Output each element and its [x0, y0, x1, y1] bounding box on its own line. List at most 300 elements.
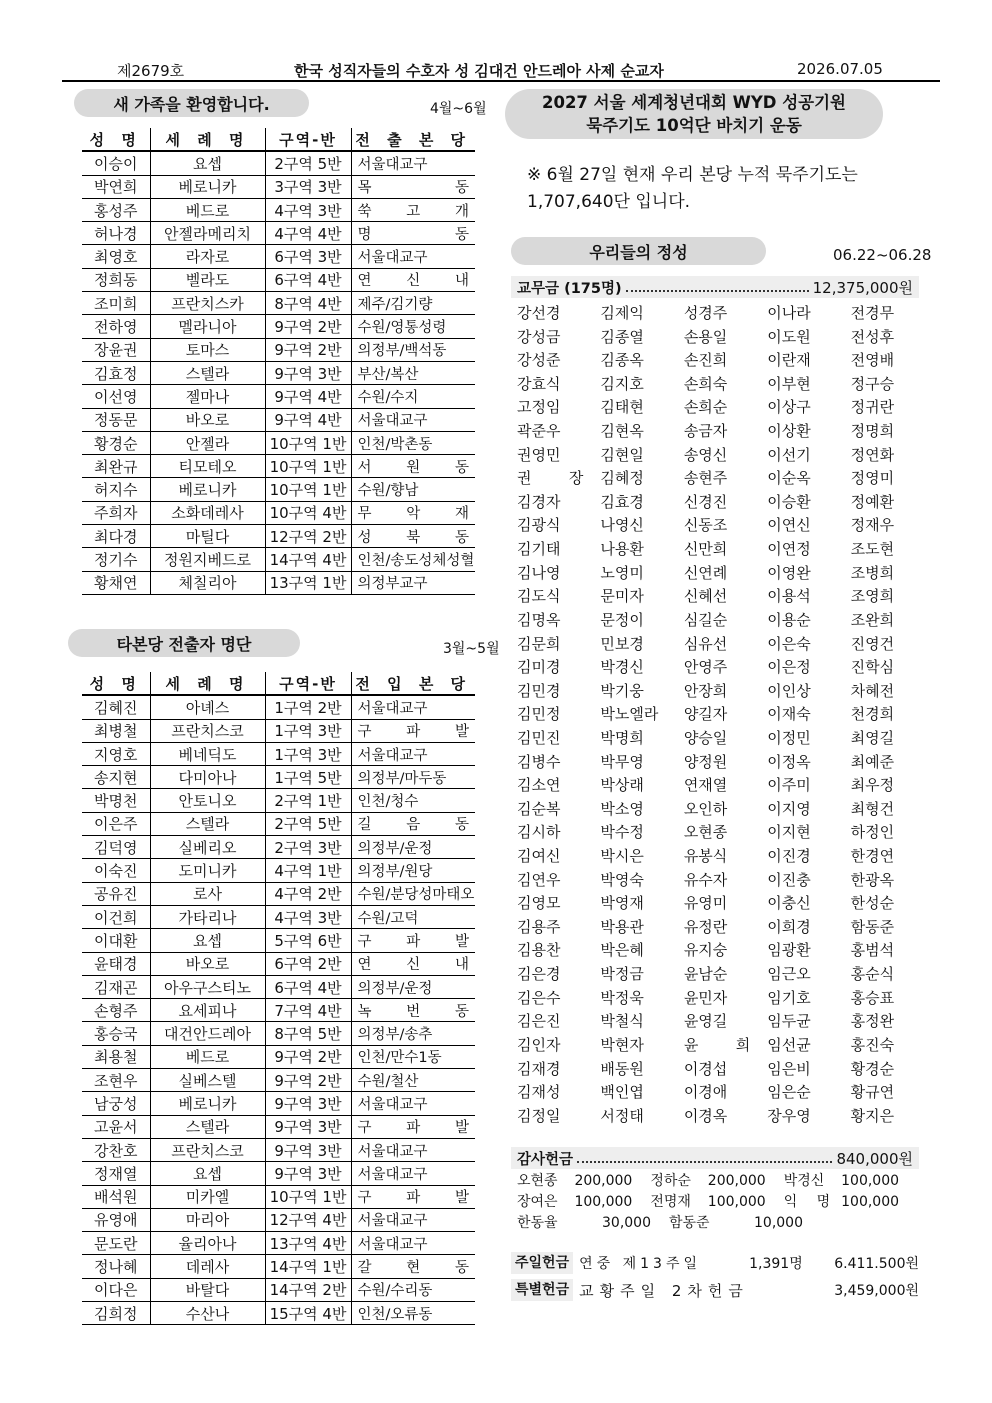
- baptismal-name-cell: 프란치스코: [150, 1138, 265, 1161]
- table-row: [82, 571, 475, 594]
- donor-row: [517, 633, 917, 657]
- donor-name: 김문희: [517, 634, 561, 653]
- donor-name: 김지호: [600, 374, 644, 393]
- column-header: 성 명: [82, 128, 150, 151]
- donor-row: [517, 774, 917, 798]
- donor-name: 이지영: [767, 799, 811, 818]
- donor-name: 노영미: [600, 563, 644, 582]
- parish-cell: 서울대교구: [351, 742, 475, 765]
- baptismal-name-cell: 안젤라메리치: [150, 222, 265, 245]
- teaching-fee-amount: 12,375,000원: [812, 278, 913, 297]
- donor-row: [517, 514, 917, 538]
- donor-name: 박영숙: [600, 870, 644, 889]
- baptismal-name-cell: 바탈다: [150, 1278, 265, 1301]
- district-cell: 13구역 1반: [265, 571, 351, 594]
- donor-row: [517, 1010, 917, 1034]
- name-cell: 송지현: [82, 766, 150, 789]
- district-cell: 1구역 3반: [265, 719, 351, 742]
- sunday-offering-amount: 6.411.500원: [834, 1256, 919, 1272]
- column-header: 전 입 본 당: [351, 672, 475, 695]
- donor-name: 양승일: [683, 728, 728, 747]
- thanks-offering-label: 감사헌금: [517, 1151, 574, 1168]
- donor-name: 오인하: [683, 799, 728, 818]
- offerings-title: 우리들의 정성: [511, 237, 766, 265]
- table-row: [82, 222, 475, 245]
- donor-row: [517, 963, 917, 987]
- table-row: [82, 1069, 475, 1092]
- table-header-row: [82, 672, 475, 695]
- leader-dots: [577, 1161, 832, 1163]
- parish-cell: 구 파 발: [351, 719, 475, 742]
- donor-name: 유정란: [683, 917, 728, 936]
- gift-amount: 200,000: [707, 1173, 766, 1189]
- parish-cell: 제주/김기량: [351, 292, 475, 315]
- donor-name: 정귀란: [850, 398, 895, 417]
- gift-donor-name: 익 명: [783, 1194, 831, 1210]
- district-cell: 4구역 2반: [265, 882, 351, 905]
- name-cell: 최다경: [82, 525, 150, 548]
- donor-name: 이진충: [767, 870, 811, 889]
- name-cell: 정나혜: [82, 1255, 150, 1278]
- parish-cell: 수원/향남: [351, 478, 475, 501]
- donor-name: 이용순: [767, 610, 811, 629]
- parish-cell: 수원/수리동: [351, 1278, 475, 1301]
- gift-row: [517, 1171, 917, 1192]
- donor-name: 이영완: [767, 563, 811, 582]
- donor-name: 연재열: [683, 776, 728, 795]
- district-cell: 6구역 2반: [265, 952, 351, 975]
- table-row: [82, 525, 475, 548]
- donor-name: 김순복: [517, 799, 561, 818]
- baptismal-name-cell: 율리아나: [150, 1232, 265, 1255]
- gift-donor-name: 전명재: [650, 1194, 691, 1210]
- district-cell: 14구역 1반: [265, 1255, 351, 1278]
- district-cell: 9구역 3반: [265, 1162, 351, 1185]
- parish-cell: 인천/청수: [351, 789, 475, 812]
- parish-cell: 의정부/백석동: [351, 338, 475, 361]
- donor-name: 김소연: [517, 776, 561, 795]
- table-row: [82, 292, 475, 315]
- name-cell: 조현우: [82, 1069, 150, 1092]
- district-cell: 3구역 3반: [265, 175, 351, 198]
- donor-name: 박무영: [600, 752, 644, 771]
- district-cell: 12구역 4반: [265, 1208, 351, 1231]
- donor-name: 전경무: [850, 304, 895, 322]
- district-cell: 9구역 2반: [265, 338, 351, 361]
- table-row: [82, 952, 475, 975]
- donor-name: 백인엽: [600, 1083, 644, 1102]
- transfer-out-title: 타본당 전출자 명단: [68, 629, 300, 657]
- thanks-offering-amount: 840,000원: [836, 1149, 913, 1168]
- donor-name: 이경섭: [683, 1059, 728, 1078]
- gift-amount: 200,000: [574, 1173, 633, 1189]
- parish-cell: 갈 현 동: [351, 1255, 475, 1278]
- donor-name: 손진희: [683, 351, 728, 370]
- issue-date: 2026.07.05: [797, 60, 883, 78]
- baptismal-name-cell: 도미니카: [150, 859, 265, 882]
- table-row: [82, 1302, 475, 1325]
- district-cell: 8구역 5반: [265, 1022, 351, 1045]
- donor-name: 윤남순: [683, 965, 728, 984]
- donor-name: 안영주: [683, 658, 728, 677]
- sunday-offering-text: 연중 제13주일: [579, 1256, 701, 1272]
- gift-donor-name: 정하순: [650, 1173, 691, 1189]
- special-offering-text: 교황주일 2차헌금: [579, 1281, 749, 1300]
- donor-name: 임선균: [767, 1035, 811, 1054]
- donor-name: 진학심: [850, 658, 895, 677]
- bulletin-title: 한국 성직자들의 수호자 성 김대건 안드레아 사제 순교자: [294, 62, 664, 80]
- donor-name: 이진경: [767, 847, 811, 866]
- baptismal-name-cell: 미카엘: [150, 1185, 265, 1208]
- donor-name: 조도현: [850, 540, 895, 559]
- donor-row: [517, 798, 917, 822]
- name-cell: 정동문: [82, 408, 150, 431]
- baptismal-name-cell: 대건안드레아: [150, 1022, 265, 1045]
- name-cell: 정재열: [82, 1162, 150, 1185]
- parish-cell: 부산/복산: [351, 361, 475, 384]
- donor-name: 김도식: [517, 587, 561, 606]
- special-offering-amount: 3,459,000원: [834, 1283, 919, 1299]
- donor-name: 박소영: [600, 799, 644, 818]
- gift-row: [517, 1213, 917, 1234]
- donor-name: 유지숭: [683, 941, 728, 960]
- parish-cell: 수원/철산: [351, 1069, 475, 1092]
- donor-name: 정영미: [850, 469, 895, 488]
- parish-cell: 목 동: [351, 175, 475, 198]
- district-cell: 10구역 1반: [265, 455, 351, 478]
- baptismal-name-cell: 프란치스코: [150, 719, 265, 742]
- donor-row: [517, 1058, 917, 1082]
- donor-name: 홍승표: [850, 988, 895, 1007]
- donor-name: 송영신: [683, 445, 728, 464]
- donor-name: 홍범석: [850, 941, 895, 960]
- baptismal-name-cell: 수산나: [150, 1302, 265, 1325]
- donor-name: 이용석: [767, 587, 811, 606]
- baptismal-name-cell: 라자로: [150, 245, 265, 268]
- table-row: [82, 1045, 475, 1068]
- parish-cell: 의정부/마두동: [351, 766, 475, 789]
- name-cell: 황채연: [82, 571, 150, 594]
- table-row: [82, 1162, 475, 1185]
- donor-row: [517, 916, 917, 940]
- baptismal-name-cell: 바오로: [150, 952, 265, 975]
- donor-name: 김종열: [600, 327, 644, 346]
- donor-name: 이지현: [767, 823, 811, 842]
- donor-name: 최우정: [850, 776, 895, 795]
- donor-name: 강성준: [517, 351, 561, 370]
- donor-name: 임기호: [767, 988, 811, 1007]
- parish-cell: 서울대교구: [351, 1092, 475, 1115]
- baptismal-name-cell: 벨라도: [150, 268, 265, 291]
- donor-name: 이나라: [767, 304, 811, 322]
- district-cell: 9구역 2반: [265, 315, 351, 338]
- district-cell: 9구역 4반: [265, 385, 351, 408]
- donor-name: 권 장: [517, 469, 584, 488]
- wyd-banner-line2: 묵주기도 10억단 바치기 운동: [586, 116, 802, 135]
- wyd-banner: [505, 89, 883, 139]
- donor-row: [517, 444, 917, 468]
- parish-cell: 의정부/원당: [351, 859, 475, 882]
- donor-list: [517, 302, 917, 1128]
- district-cell: 10구역 1반: [265, 478, 351, 501]
- donor-name: 진영건: [850, 634, 895, 653]
- baptismal-name-cell: 베로니카: [150, 478, 265, 501]
- donor-name: 김여신: [517, 847, 561, 866]
- table-row: [82, 501, 475, 524]
- teaching-fee-label: 교무금 (175명): [517, 280, 622, 297]
- donor-name: 박철식: [600, 1012, 644, 1031]
- donor-name: 장우영: [767, 1106, 811, 1125]
- table-row: [82, 268, 475, 291]
- name-cell: 최용철: [82, 1045, 150, 1068]
- donor-row: [517, 751, 917, 775]
- district-cell: 6구역 4반: [265, 268, 351, 291]
- donor-name: 홍정완: [850, 1012, 895, 1031]
- table-row: [82, 1255, 475, 1278]
- parish-cell: 무 악 재: [351, 501, 475, 524]
- parish-cell: 구 파 발: [351, 1185, 475, 1208]
- gift-row: [517, 1192, 917, 1213]
- district-cell: 1구역 2반: [265, 695, 351, 719]
- baptismal-name-cell: 스텔라: [150, 812, 265, 835]
- donor-name: 정예환: [850, 492, 895, 511]
- donor-name: 이상구: [767, 398, 811, 417]
- donor-name: 손희숙: [683, 374, 728, 393]
- donor-row: [517, 821, 917, 845]
- donor-row: [517, 585, 917, 609]
- sunday-attendance: 1,391명: [749, 1256, 803, 1272]
- name-cell: 이다은: [82, 1278, 150, 1301]
- donor-name: 이연신: [767, 516, 811, 535]
- new-family-title: 새 가족을 환영합니다.: [74, 89, 309, 117]
- donor-name: 김시하: [517, 823, 561, 842]
- name-cell: 강찬호: [82, 1138, 150, 1161]
- donor-name: 김미경: [517, 658, 561, 677]
- donor-name: 신만희: [683, 540, 728, 559]
- baptismal-name-cell: 토마스: [150, 338, 265, 361]
- bulletin-header: [62, 60, 940, 80]
- donor-row: [517, 538, 917, 562]
- sunday-offering-row: [511, 1252, 919, 1274]
- donor-row: [517, 939, 917, 963]
- name-cell: 고윤서: [82, 1115, 150, 1138]
- table-row: [82, 1092, 475, 1115]
- donor-name: 이경옥: [683, 1106, 728, 1125]
- name-cell: 이승이: [82, 151, 150, 175]
- donor-name: 강성금: [517, 327, 561, 346]
- table-row: [82, 1185, 475, 1208]
- donor-name: 김은경: [517, 965, 561, 984]
- donor-row: [517, 373, 917, 397]
- table-row: [82, 742, 475, 765]
- baptismal-name-cell: 프란치스카: [150, 292, 265, 315]
- table-row: [82, 1022, 475, 1045]
- donor-row: [517, 845, 917, 869]
- name-cell: 황경순: [82, 431, 150, 454]
- baptismal-name-cell: 안젤라: [150, 431, 265, 454]
- baptismal-name-cell: 베로니카: [150, 1092, 265, 1115]
- donor-name: 윤영길: [683, 1012, 728, 1031]
- district-cell: 9구역 3반: [265, 1115, 351, 1138]
- donor-name: 김인자: [517, 1035, 561, 1054]
- name-cell: 이건희: [82, 905, 150, 928]
- baptismal-name-cell: 가타리나: [150, 905, 265, 928]
- name-cell: 정희동: [82, 268, 150, 291]
- donor-name: 양정원: [683, 752, 728, 771]
- parish-cell: 서울대교구: [351, 151, 475, 175]
- name-cell: 이숙진: [82, 859, 150, 882]
- donor-name: 신연례: [683, 563, 728, 582]
- donor-name: 김용주: [517, 917, 561, 936]
- table-row: [82, 548, 475, 571]
- district-cell: 9구역 2반: [265, 1069, 351, 1092]
- donor-name: 성경주: [683, 304, 728, 322]
- donor-name: 차혜전: [850, 681, 895, 700]
- sunday-offering-tag: 주일헌금: [511, 1252, 573, 1274]
- donor-name: 문정이: [600, 610, 644, 629]
- new-family-table: [82, 128, 475, 595]
- gift-amount: 100,000: [574, 1194, 633, 1210]
- name-cell: 남궁성: [82, 1092, 150, 1115]
- column-header: 성 명: [82, 672, 150, 695]
- teaching-fee-summary: [511, 276, 919, 298]
- donor-name: 심유선: [683, 634, 728, 653]
- donor-name: 서정태: [600, 1106, 644, 1125]
- district-cell: 2구역 1반: [265, 789, 351, 812]
- parish-cell: 의정부교구: [351, 571, 475, 594]
- donor-name: 박영재: [600, 894, 644, 913]
- donor-name: 오현종: [683, 823, 728, 842]
- baptismal-name-cell: 스텔라: [150, 1115, 265, 1138]
- donor-name: 김은수: [517, 988, 561, 1007]
- donor-name: 나용환: [600, 540, 644, 559]
- donor-row: [517, 656, 917, 680]
- donor-name: 양길자: [683, 705, 728, 724]
- donor-name: 유수자: [683, 870, 728, 889]
- donor-name: 심길순: [683, 610, 728, 629]
- donor-name: 김은진: [517, 1012, 561, 1031]
- donor-name: 정구승: [850, 374, 895, 393]
- donor-name: 이재숙: [767, 705, 811, 724]
- donor-name: 김재경: [517, 1059, 561, 1078]
- table-row: [82, 385, 475, 408]
- donor-row: [517, 1034, 917, 1058]
- donor-name: 이은정: [767, 658, 811, 677]
- parish-cell: 수원/영통성령: [351, 315, 475, 338]
- donor-row: [517, 349, 917, 373]
- table-row: [82, 766, 475, 789]
- gift-amount: 30,000: [602, 1215, 651, 1231]
- donor-name: 이도원: [767, 327, 811, 346]
- name-cell: 정기수: [82, 548, 150, 571]
- gift-amount: 100,000: [841, 1194, 900, 1210]
- table-row: [82, 408, 475, 431]
- district-cell: 2구역 3반: [265, 836, 351, 859]
- baptismal-name-cell: 요세피나: [150, 999, 265, 1022]
- parish-cell: 수원/수지: [351, 385, 475, 408]
- table-row: [82, 455, 475, 478]
- donor-row: [517, 326, 917, 350]
- table-row: [82, 338, 475, 361]
- table-row: [82, 1278, 475, 1301]
- table-row: [82, 789, 475, 812]
- donor-row: [517, 562, 917, 586]
- donor-row: [517, 491, 917, 515]
- donor-row: [517, 727, 917, 751]
- parish-cell: 구 파 발: [351, 929, 475, 952]
- transfer-out-table: [82, 672, 475, 1325]
- table-row: [82, 245, 475, 268]
- donor-name: 한성순: [850, 894, 895, 913]
- parish-cell: 연 신 내: [351, 952, 475, 975]
- table-row: [82, 151, 475, 175]
- parish-cell: 서울대교구: [351, 1162, 475, 1185]
- donor-name: 박현자: [600, 1035, 644, 1054]
- district-cell: 9구역 4반: [265, 408, 351, 431]
- baptismal-name-cell: 다미아나: [150, 766, 265, 789]
- table-row: [82, 975, 475, 998]
- gift-donor-name: 함동준: [669, 1215, 710, 1231]
- district-cell: 6구역 4반: [265, 975, 351, 998]
- parish-cell: 서울대교구: [351, 1138, 475, 1161]
- column-header: 구역-반: [265, 128, 351, 151]
- donor-name: 이인상: [767, 681, 811, 700]
- table-row: [82, 315, 475, 338]
- table-row: [82, 905, 475, 928]
- donor-name: 김연우: [517, 870, 561, 889]
- name-cell: 윤태경: [82, 952, 150, 975]
- name-cell: 전하영: [82, 315, 150, 338]
- donor-name: 최형건: [850, 799, 895, 818]
- district-cell: 14구역 4반: [265, 548, 351, 571]
- donor-name: 이상환: [767, 422, 811, 441]
- name-cell: 이은주: [82, 812, 150, 835]
- donor-row: [517, 302, 917, 326]
- donor-name: 이은숙: [767, 634, 811, 653]
- name-cell: 지영호: [82, 742, 150, 765]
- baptismal-name-cell: 데레사: [150, 1255, 265, 1278]
- baptismal-name-cell: 요셉: [150, 929, 265, 952]
- donor-name: 황경순: [850, 1059, 895, 1078]
- baptismal-name-cell: 멜라니아: [150, 315, 265, 338]
- parish-cell: 서울대교구: [351, 245, 475, 268]
- donor-name: 신동조: [683, 516, 728, 535]
- donor-name: 김태현: [600, 398, 644, 417]
- parish-cell: 의정부/송추: [351, 1022, 475, 1045]
- donor-name: 전성후: [850, 327, 895, 346]
- baptismal-name-cell: 마리아: [150, 1208, 265, 1231]
- rosary-count-note: ※ 6월 27일 현재 우리 본당 누적 묵주기도는 1,707,640단 입니다.: [527, 165, 858, 212]
- donor-name: 김정일: [517, 1106, 561, 1125]
- donor-name: 안장희: [683, 681, 728, 700]
- donor-name: 박노엘라: [600, 705, 659, 724]
- donor-name: 이희경: [767, 917, 811, 936]
- baptismal-name-cell: 베네딕도: [150, 742, 265, 765]
- donor-name: 정명희: [850, 422, 895, 441]
- donor-row: [517, 609, 917, 633]
- parish-cell: 녹 번 동: [351, 999, 475, 1022]
- donor-name: 나영신: [600, 516, 644, 535]
- baptismal-name-cell: 요셉: [150, 1162, 265, 1185]
- donor-name: 임근오: [767, 965, 811, 984]
- district-cell: 4구역 4반: [265, 222, 351, 245]
- table-row: [82, 812, 475, 835]
- name-cell: 김효정: [82, 361, 150, 384]
- donor-row: [517, 467, 917, 491]
- district-cell: 4구역 1반: [265, 859, 351, 882]
- parish-cell: 의정부/운정: [351, 975, 475, 998]
- donor-name: 조병희: [850, 563, 895, 582]
